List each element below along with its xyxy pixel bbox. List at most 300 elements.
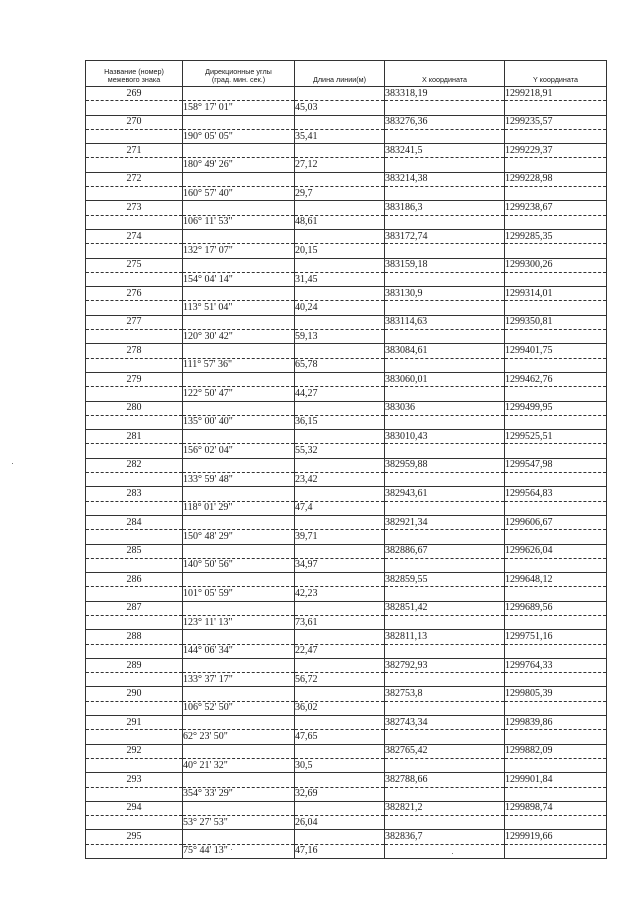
scan-speck bbox=[452, 853, 453, 854]
empty-cell bbox=[183, 630, 295, 644]
line-length-cell: 39,71 bbox=[295, 530, 385, 544]
empty-cell bbox=[295, 229, 385, 243]
line-length-cell: 36,02 bbox=[295, 701, 385, 715]
table-row bbox=[86, 515, 607, 529]
empty-cell bbox=[183, 830, 295, 844]
empty-cell bbox=[385, 615, 505, 629]
empty-cell bbox=[505, 215, 607, 229]
empty-cell bbox=[385, 501, 505, 515]
table-row bbox=[86, 687, 607, 701]
table-body bbox=[86, 87, 607, 859]
y-coordinate-cell: 1299300,26 bbox=[505, 258, 607, 272]
table-row bbox=[86, 544, 607, 558]
empty-cell bbox=[385, 187, 505, 201]
point-name-cell: 283 bbox=[86, 487, 183, 501]
line-length-cell: 73,61 bbox=[295, 615, 385, 629]
x-coordinate-cell: 383084,61 bbox=[385, 344, 505, 358]
table-row bbox=[86, 716, 607, 730]
table-row bbox=[86, 287, 607, 301]
empty-cell bbox=[505, 587, 607, 601]
y-coordinate-cell: 1299401,75 bbox=[505, 344, 607, 358]
empty-cell bbox=[86, 215, 183, 229]
empty-cell bbox=[385, 787, 505, 801]
empty-cell bbox=[505, 730, 607, 744]
table-row bbox=[86, 172, 607, 186]
point-name-cell: 295 bbox=[86, 830, 183, 844]
empty-cell bbox=[385, 244, 505, 258]
y-coordinate-cell: 1299919,66 bbox=[505, 830, 607, 844]
empty-cell bbox=[385, 701, 505, 715]
table-row bbox=[86, 415, 607, 429]
empty-cell bbox=[183, 573, 295, 587]
bearing-cell: 113° 51' 04" bbox=[183, 301, 295, 315]
empty-cell bbox=[505, 844, 607, 858]
empty-cell bbox=[295, 830, 385, 844]
y-coordinate-cell: 1299882,09 bbox=[505, 744, 607, 758]
empty-cell bbox=[183, 372, 295, 386]
y-coordinate-cell: 1299839,86 bbox=[505, 716, 607, 730]
y-coordinate-cell: 1299898,74 bbox=[505, 801, 607, 815]
empty-cell bbox=[385, 558, 505, 572]
empty-cell bbox=[295, 544, 385, 558]
y-coordinate-cell: 1299689,56 bbox=[505, 601, 607, 615]
point-name-cell: 281 bbox=[86, 430, 183, 444]
empty-cell bbox=[505, 673, 607, 687]
y-coordinate-cell: 1299547,98 bbox=[505, 458, 607, 472]
empty-cell bbox=[183, 201, 295, 215]
empty-cell bbox=[295, 716, 385, 730]
empty-cell bbox=[86, 644, 183, 658]
x-coordinate-cell: 382821,2 bbox=[385, 801, 505, 815]
empty-cell bbox=[183, 401, 295, 415]
empty-cell bbox=[505, 101, 607, 115]
table-row bbox=[86, 730, 607, 744]
empty-cell bbox=[505, 558, 607, 572]
line-length-cell: 47,65 bbox=[295, 730, 385, 744]
table-row bbox=[86, 187, 607, 201]
empty-cell bbox=[295, 315, 385, 329]
empty-cell bbox=[505, 758, 607, 772]
y-coordinate-cell: 1299499,95 bbox=[505, 401, 607, 415]
empty-cell bbox=[183, 801, 295, 815]
table-row bbox=[86, 387, 607, 401]
empty-cell bbox=[385, 387, 505, 401]
empty-cell bbox=[295, 372, 385, 386]
bearing-cell: 40° 21' 32" bbox=[183, 758, 295, 772]
line-length-cell: 47,16 bbox=[295, 844, 385, 858]
y-coordinate-cell: 1299626,04 bbox=[505, 544, 607, 558]
bearing-cell: 354° 33' 29" bbox=[183, 787, 295, 801]
line-length-cell: 45,03 bbox=[295, 101, 385, 115]
table-row bbox=[86, 830, 607, 844]
table-row bbox=[86, 244, 607, 258]
empty-cell bbox=[86, 387, 183, 401]
point-name-cell: 289 bbox=[86, 658, 183, 672]
point-name-cell: 293 bbox=[86, 773, 183, 787]
scan-speck bbox=[231, 849, 232, 850]
empty-cell bbox=[86, 615, 183, 629]
point-name-cell: 291 bbox=[86, 716, 183, 730]
bearing-cell: 106° 11' 53" bbox=[183, 215, 295, 229]
empty-cell bbox=[385, 129, 505, 143]
table-row bbox=[86, 272, 607, 286]
y-coordinate-cell: 1299525,51 bbox=[505, 430, 607, 444]
empty-cell bbox=[86, 129, 183, 143]
line-length-cell: 22,47 bbox=[295, 644, 385, 658]
empty-cell bbox=[183, 115, 295, 129]
x-coordinate-cell: 382792,93 bbox=[385, 658, 505, 672]
bearing-cell: 106° 52' 50" bbox=[183, 701, 295, 715]
point-name-cell: 284 bbox=[86, 515, 183, 529]
empty-cell bbox=[505, 330, 607, 344]
bearing-cell: 135° 00' 40" bbox=[183, 415, 295, 429]
empty-cell bbox=[385, 101, 505, 115]
empty-cell bbox=[385, 587, 505, 601]
table-row bbox=[86, 444, 607, 458]
empty-cell bbox=[385, 158, 505, 172]
table-row bbox=[86, 115, 607, 129]
line-length-cell: 20,15 bbox=[295, 244, 385, 258]
empty-cell bbox=[505, 187, 607, 201]
table-header-row bbox=[86, 61, 607, 87]
table-row bbox=[86, 601, 607, 615]
point-name-cell: 286 bbox=[86, 573, 183, 587]
empty-cell bbox=[295, 658, 385, 672]
point-name-cell: 290 bbox=[86, 687, 183, 701]
empty-cell bbox=[86, 158, 183, 172]
table-row bbox=[86, 673, 607, 687]
x-coordinate-cell: 382836,7 bbox=[385, 830, 505, 844]
y-coordinate-cell: 1299606,67 bbox=[505, 515, 607, 529]
empty-cell bbox=[183, 487, 295, 501]
point-name-cell: 277 bbox=[86, 315, 183, 329]
point-name-cell: 285 bbox=[86, 544, 183, 558]
bearing-cell: 75° 44' 13" bbox=[183, 844, 295, 858]
bearing-cell: 133° 37' 17" bbox=[183, 673, 295, 687]
y-coordinate-cell: 1299235,57 bbox=[505, 115, 607, 129]
empty-cell bbox=[86, 816, 183, 830]
table-row bbox=[86, 644, 607, 658]
bearing-cell: 120° 30' 42" bbox=[183, 330, 295, 344]
point-name-cell: 270 bbox=[86, 115, 183, 129]
empty-cell bbox=[385, 330, 505, 344]
empty-cell bbox=[86, 358, 183, 372]
x-coordinate-cell: 382943,61 bbox=[385, 487, 505, 501]
empty-cell bbox=[295, 287, 385, 301]
empty-cell bbox=[505, 644, 607, 658]
empty-cell bbox=[505, 615, 607, 629]
empty-cell bbox=[505, 701, 607, 715]
y-coordinate-cell: 1299218,91 bbox=[505, 87, 607, 101]
x-coordinate-cell: 382921,34 bbox=[385, 515, 505, 529]
x-coordinate-cell: 382959,88 bbox=[385, 458, 505, 472]
line-length-cell: 36,15 bbox=[295, 415, 385, 429]
empty-cell bbox=[295, 258, 385, 272]
y-coordinate-cell: 1299462,76 bbox=[505, 372, 607, 386]
empty-cell bbox=[86, 415, 183, 429]
bearing-cell: 150° 48' 29" bbox=[183, 530, 295, 544]
table-row bbox=[86, 430, 607, 444]
x-coordinate-cell: 383114,63 bbox=[385, 315, 505, 329]
empty-cell bbox=[505, 272, 607, 286]
table-row bbox=[86, 473, 607, 487]
x-coordinate-cell: 382851,42 bbox=[385, 601, 505, 615]
empty-cell bbox=[385, 816, 505, 830]
table-row bbox=[86, 787, 607, 801]
table-row bbox=[86, 315, 607, 329]
bearing-cell: 123° 11' 13" bbox=[183, 615, 295, 629]
empty-cell bbox=[295, 172, 385, 186]
y-coordinate-cell: 1299238,67 bbox=[505, 201, 607, 215]
empty-cell bbox=[295, 773, 385, 787]
bearing-cell: 122° 50' 47" bbox=[183, 387, 295, 401]
table-row bbox=[86, 458, 607, 472]
empty-cell bbox=[86, 272, 183, 286]
table-row bbox=[86, 301, 607, 315]
table-row bbox=[86, 587, 607, 601]
point-name-cell: 294 bbox=[86, 801, 183, 815]
empty-cell bbox=[385, 301, 505, 315]
empty-cell bbox=[295, 430, 385, 444]
table-row bbox=[86, 773, 607, 787]
empty-cell bbox=[295, 744, 385, 758]
empty-cell bbox=[86, 187, 183, 201]
line-length-cell: 23,42 bbox=[295, 473, 385, 487]
empty-cell bbox=[505, 444, 607, 458]
empty-cell bbox=[183, 744, 295, 758]
header-point-name: Название (номер) межевого знака bbox=[86, 61, 183, 87]
empty-cell bbox=[183, 144, 295, 158]
y-coordinate-cell: 1299314,01 bbox=[505, 287, 607, 301]
empty-cell bbox=[505, 501, 607, 515]
line-length-cell: 65,78 bbox=[295, 358, 385, 372]
bearing-cell: 180° 49' 26" bbox=[183, 158, 295, 172]
x-coordinate-cell: 383010,43 bbox=[385, 430, 505, 444]
point-name-cell: 273 bbox=[86, 201, 183, 215]
empty-cell bbox=[86, 787, 183, 801]
empty-cell bbox=[295, 630, 385, 644]
empty-cell bbox=[86, 330, 183, 344]
table-row bbox=[86, 573, 607, 587]
table-row bbox=[86, 801, 607, 815]
empty-cell bbox=[505, 816, 607, 830]
bearing-cell: 101° 05' 59" bbox=[183, 587, 295, 601]
y-coordinate-cell: 1299648,12 bbox=[505, 573, 607, 587]
y-coordinate-cell: 1299229,37 bbox=[505, 144, 607, 158]
point-name-cell: 274 bbox=[86, 229, 183, 243]
line-length-cell: 30,5 bbox=[295, 758, 385, 772]
scan-speck bbox=[12, 463, 13, 464]
bearing-cell: 154° 04' 14" bbox=[183, 272, 295, 286]
empty-cell bbox=[183, 601, 295, 615]
bearing-cell: 190° 05' 05" bbox=[183, 129, 295, 143]
header-y-coordinate: Y координата bbox=[505, 61, 607, 87]
line-length-cell: 55,32 bbox=[295, 444, 385, 458]
table-row bbox=[86, 487, 607, 501]
empty-cell bbox=[295, 201, 385, 215]
table-row bbox=[86, 630, 607, 644]
y-coordinate-cell: 1299764,33 bbox=[505, 658, 607, 672]
empty-cell bbox=[183, 344, 295, 358]
point-name-cell: 280 bbox=[86, 401, 183, 415]
empty-cell bbox=[385, 530, 505, 544]
empty-cell bbox=[86, 701, 183, 715]
empty-cell bbox=[385, 272, 505, 286]
empty-cell bbox=[505, 530, 607, 544]
bearing-cell: 133° 59' 48" bbox=[183, 473, 295, 487]
table-row bbox=[86, 701, 607, 715]
empty-cell bbox=[385, 844, 505, 858]
bearing-cell: 140° 50' 56" bbox=[183, 558, 295, 572]
empty-cell bbox=[505, 787, 607, 801]
x-coordinate-cell: 382743,34 bbox=[385, 716, 505, 730]
point-name-cell: 292 bbox=[86, 744, 183, 758]
x-coordinate-cell: 383186,3 bbox=[385, 201, 505, 215]
empty-cell bbox=[86, 501, 183, 515]
bearing-cell: 158° 17' 01" bbox=[183, 101, 295, 115]
empty-cell bbox=[183, 716, 295, 730]
point-name-cell: 276 bbox=[86, 287, 183, 301]
table-row bbox=[86, 158, 607, 172]
point-name-cell: 278 bbox=[86, 344, 183, 358]
boundary-points-table bbox=[85, 60, 607, 859]
empty-cell bbox=[183, 458, 295, 472]
empty-cell bbox=[183, 544, 295, 558]
x-coordinate-cell: 383172,74 bbox=[385, 229, 505, 243]
empty-cell bbox=[505, 244, 607, 258]
x-coordinate-cell: 383036 bbox=[385, 401, 505, 415]
empty-cell bbox=[295, 401, 385, 415]
empty-cell bbox=[183, 430, 295, 444]
empty-cell bbox=[505, 473, 607, 487]
bearing-cell: 160° 57' 40" bbox=[183, 187, 295, 201]
header-line-length: Длина линии(м) bbox=[295, 61, 385, 87]
x-coordinate-cell: 383060,01 bbox=[385, 372, 505, 386]
line-length-cell: 59,13 bbox=[295, 330, 385, 344]
x-coordinate-cell: 382886,67 bbox=[385, 544, 505, 558]
table-row bbox=[86, 372, 607, 386]
empty-cell bbox=[86, 244, 183, 258]
y-coordinate-cell: 1299350,81 bbox=[505, 315, 607, 329]
point-name-cell: 272 bbox=[86, 172, 183, 186]
header-x-coordinate: X координата bbox=[385, 61, 505, 87]
bearing-cell: 53° 27' 53" bbox=[183, 816, 295, 830]
x-coordinate-cell: 383241,5 bbox=[385, 144, 505, 158]
table-row bbox=[86, 129, 607, 143]
empty-cell bbox=[295, 601, 385, 615]
y-coordinate-cell: 1299751,16 bbox=[505, 630, 607, 644]
point-name-cell: 282 bbox=[86, 458, 183, 472]
x-coordinate-cell: 383130,9 bbox=[385, 287, 505, 301]
empty-cell bbox=[385, 358, 505, 372]
table-row bbox=[86, 816, 607, 830]
empty-cell bbox=[86, 587, 183, 601]
empty-cell bbox=[505, 387, 607, 401]
empty-cell bbox=[183, 515, 295, 529]
line-length-cell: 40,24 bbox=[295, 301, 385, 315]
bearing-cell: 132° 17' 07" bbox=[183, 244, 295, 258]
empty-cell bbox=[295, 487, 385, 501]
x-coordinate-cell: 382788,66 bbox=[385, 773, 505, 787]
x-coordinate-cell: 382765,42 bbox=[385, 744, 505, 758]
line-length-cell: 47,4 bbox=[295, 501, 385, 515]
table-row bbox=[86, 258, 607, 272]
table-row bbox=[86, 658, 607, 672]
table-row bbox=[86, 758, 607, 772]
empty-cell bbox=[295, 687, 385, 701]
empty-cell bbox=[295, 458, 385, 472]
empty-cell bbox=[295, 515, 385, 529]
line-length-cell: 44,27 bbox=[295, 387, 385, 401]
empty-cell bbox=[86, 730, 183, 744]
empty-cell bbox=[86, 673, 183, 687]
line-length-cell: 48,61 bbox=[295, 215, 385, 229]
x-coordinate-cell: 383276,36 bbox=[385, 115, 505, 129]
table-row bbox=[86, 330, 607, 344]
empty-cell bbox=[295, 87, 385, 101]
empty-cell bbox=[295, 144, 385, 158]
empty-cell bbox=[183, 287, 295, 301]
empty-cell bbox=[86, 758, 183, 772]
empty-cell bbox=[86, 101, 183, 115]
y-coordinate-cell: 1299228,98 bbox=[505, 172, 607, 186]
empty-cell bbox=[385, 473, 505, 487]
point-name-cell: 271 bbox=[86, 144, 183, 158]
table-row bbox=[86, 344, 607, 358]
empty-cell bbox=[505, 129, 607, 143]
empty-cell bbox=[183, 258, 295, 272]
x-coordinate-cell: 383159,18 bbox=[385, 258, 505, 272]
table-row bbox=[86, 844, 607, 858]
bearing-cell: 144° 06' 34" bbox=[183, 644, 295, 658]
x-coordinate-cell: 383214,38 bbox=[385, 172, 505, 186]
table-row bbox=[86, 215, 607, 229]
table-row bbox=[86, 144, 607, 158]
bearing-cell: 62° 23' 50" bbox=[183, 730, 295, 744]
empty-cell bbox=[505, 358, 607, 372]
empty-cell bbox=[86, 473, 183, 487]
table-row bbox=[86, 201, 607, 215]
empty-cell bbox=[385, 644, 505, 658]
line-length-cell: 26,04 bbox=[295, 816, 385, 830]
line-length-cell: 29,7 bbox=[295, 187, 385, 201]
empty-cell bbox=[183, 773, 295, 787]
empty-cell bbox=[385, 215, 505, 229]
x-coordinate-cell: 382753,8 bbox=[385, 687, 505, 701]
line-length-cell: 35,41 bbox=[295, 129, 385, 143]
empty-cell bbox=[385, 444, 505, 458]
table-row bbox=[86, 401, 607, 415]
empty-cell bbox=[505, 301, 607, 315]
table-row bbox=[86, 744, 607, 758]
empty-cell bbox=[86, 844, 183, 858]
empty-cell bbox=[86, 558, 183, 572]
point-name-cell: 287 bbox=[86, 601, 183, 615]
x-coordinate-cell: 382859,55 bbox=[385, 573, 505, 587]
line-length-cell: 31,45 bbox=[295, 272, 385, 286]
empty-cell bbox=[183, 315, 295, 329]
empty-cell bbox=[183, 658, 295, 672]
empty-cell bbox=[385, 673, 505, 687]
table-row bbox=[86, 87, 607, 101]
empty-cell bbox=[295, 344, 385, 358]
line-length-cell: 56,72 bbox=[295, 673, 385, 687]
empty-cell bbox=[505, 415, 607, 429]
bearing-cell: 118° 01' 29" bbox=[183, 501, 295, 515]
line-length-cell: 34,97 bbox=[295, 558, 385, 572]
empty-cell bbox=[385, 758, 505, 772]
header-bearing: Дирекционные углы (град. мин. сек.) bbox=[183, 61, 295, 87]
